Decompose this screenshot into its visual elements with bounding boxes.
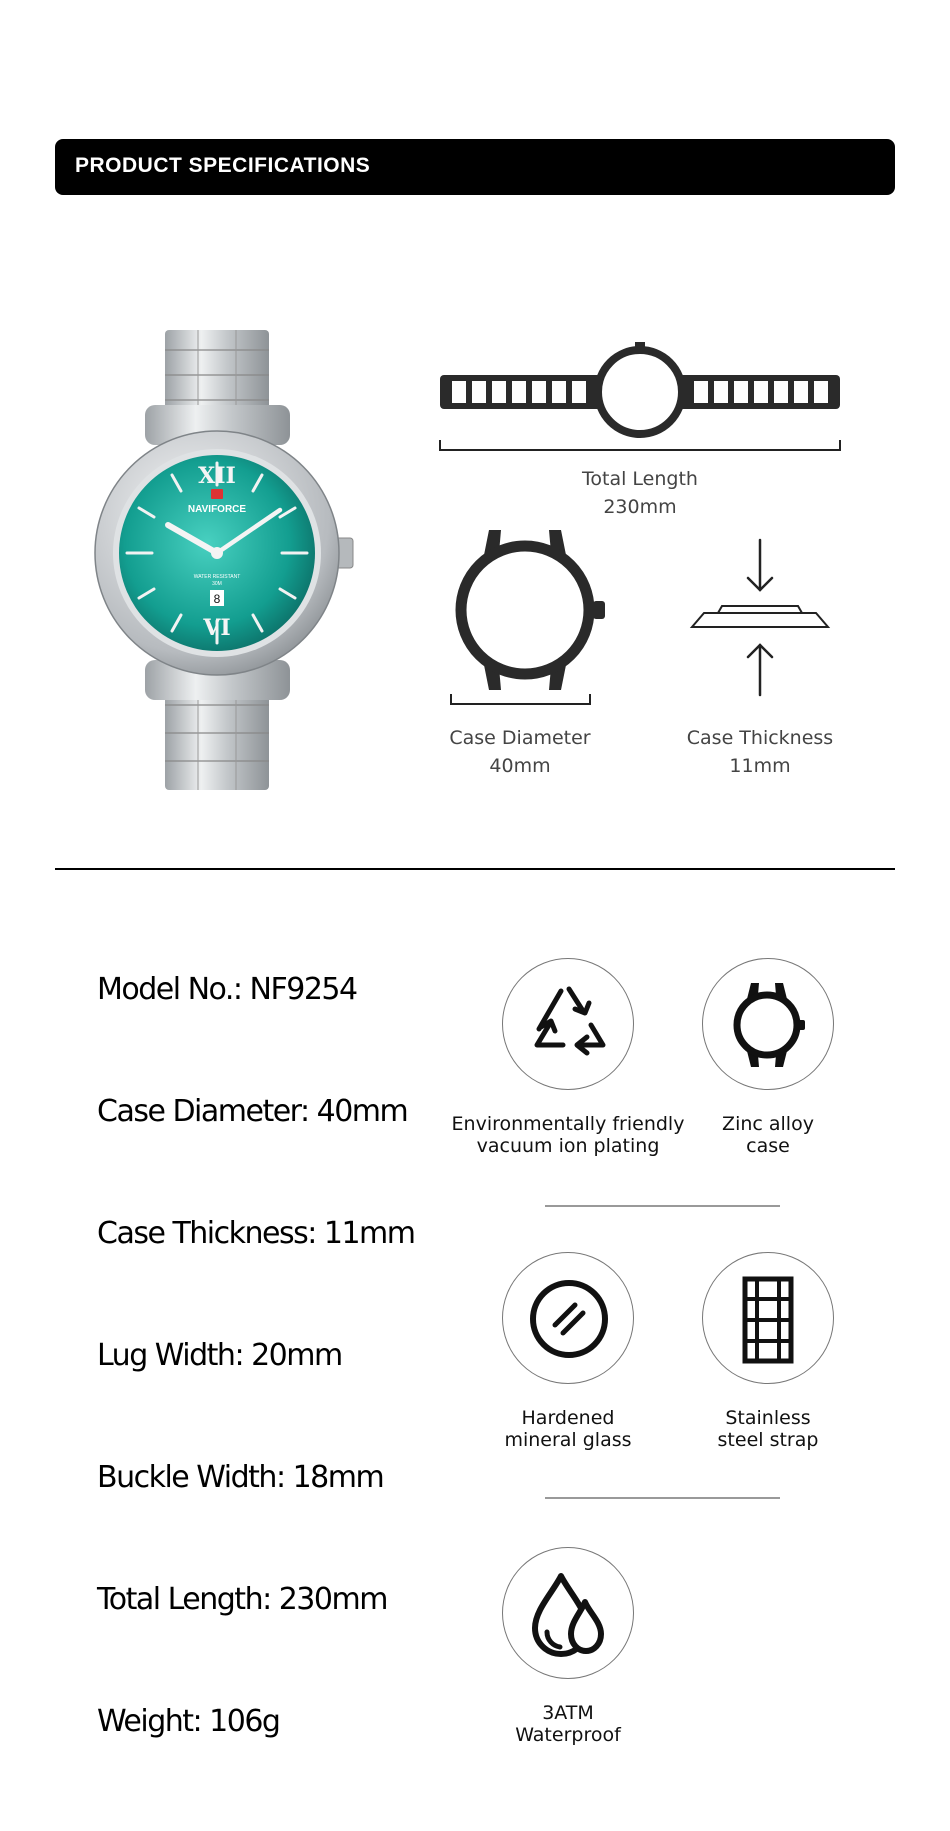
feature-label-line2: mineral glass — [504, 1429, 632, 1451]
spec-weight: Weight: 106g — [97, 1704, 280, 1739]
dial-brand: NAVIFORCE — [187, 504, 247, 515]
spec-case-diameter: Case Diameter: 40mm — [97, 1094, 408, 1129]
total-length-label: Total Length 230mm — [582, 468, 698, 518]
case-diameter-diagram — [445, 525, 615, 710]
spec-buckle-width: Buckle Width: 18mm — [97, 1460, 384, 1495]
feature-label-line1: Environmentally friendly — [451, 1113, 685, 1135]
svg-text:VI: VI — [203, 615, 231, 641]
spec-model-number: Model No.: NF9254 — [97, 972, 357, 1007]
feature-label-line1: Stainless — [725, 1407, 811, 1429]
mineral-glass-icon — [502, 1252, 634, 1384]
svg-text:XII: XII — [198, 463, 236, 489]
watch-product-image — [90, 325, 370, 795]
case-thickness-diagram — [680, 535, 840, 705]
spec-case-thickness: Case Thickness: 11mm — [97, 1216, 415, 1251]
spec-total-length: Total Length: 230mm — [97, 1582, 387, 1617]
dial-text-2: 30M — [212, 581, 222, 587]
feature-separator — [545, 1205, 780, 1207]
feature-separator — [545, 1497, 780, 1499]
date-window: 8 — [213, 592, 221, 606]
recycle-icon — [502, 958, 634, 1090]
watch-case-icon — [702, 958, 834, 1090]
feature-label-line2: steel strap — [717, 1429, 819, 1451]
case-diameter-label: Case Diameter 40mm — [449, 727, 591, 777]
feature-label-line1: Hardened — [521, 1407, 615, 1429]
section-title: PRODUCT SPECIFICATIONS — [75, 154, 371, 177]
feature-label-line2: vacuum ion plating — [476, 1135, 660, 1157]
water-drops-icon — [502, 1547, 634, 1679]
total-length-diagram — [430, 335, 850, 455]
steel-strap-icon — [702, 1252, 834, 1384]
feature-label-line2: Waterproof — [515, 1724, 621, 1746]
spec-lug-width: Lug Width: 20mm — [97, 1338, 342, 1373]
feature-label-line1: 3ATM — [542, 1702, 594, 1724]
case-thickness-label: Case Thickness 11mm — [686, 727, 834, 777]
feature-label-line1: Zinc alloy — [722, 1113, 814, 1135]
dial-text-1: WATER RESISTANT — [193, 574, 241, 580]
section-header — [55, 139, 895, 195]
feature-label-line2: case — [746, 1135, 790, 1157]
section-divider — [55, 868, 895, 870]
